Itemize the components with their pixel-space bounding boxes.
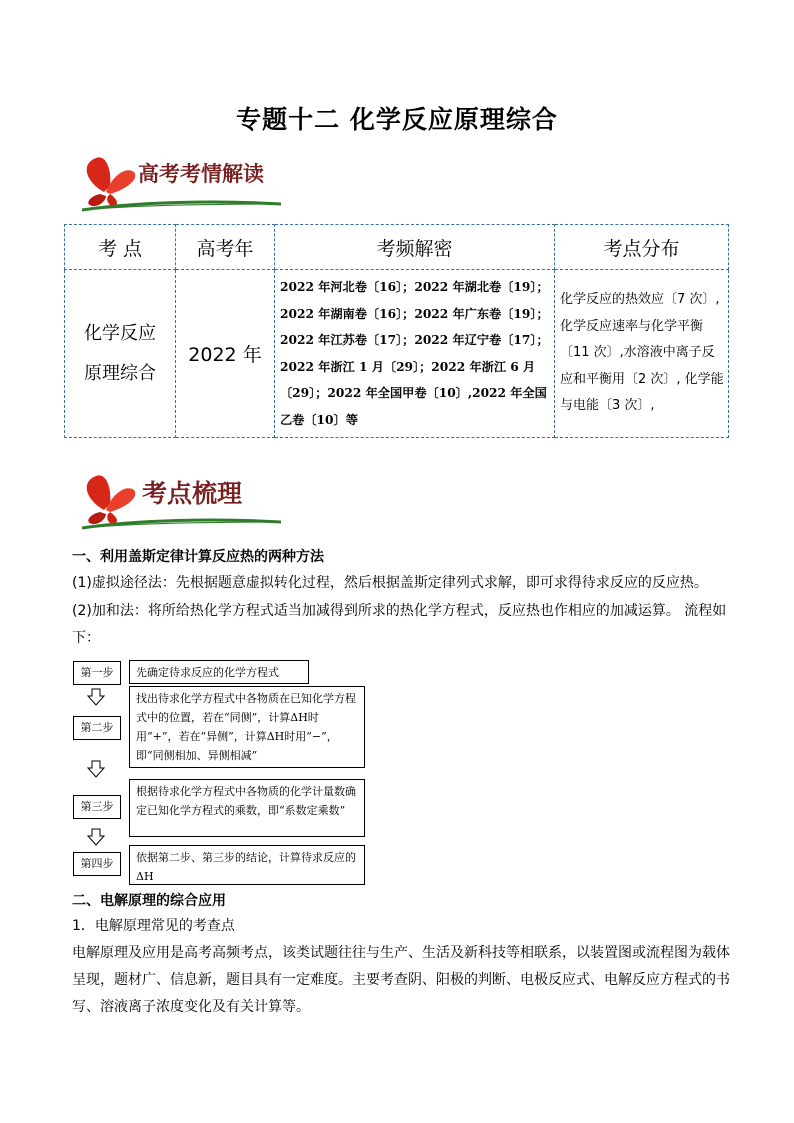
banner-title: 高考考情解读	[138, 161, 264, 186]
header-dist: 考点分布	[555, 225, 729, 270]
section1-paragraph-1: (1)虚拟途径法：先根据题意虚拟转化过程，然后根据盖斯定律列式求解，即可求得待求反应的反应热。	[72, 575, 708, 591]
section2-heading: 二、电解原理的综合应用	[72, 893, 226, 909]
down-arrow-icon	[87, 828, 105, 846]
section2-subheading: 1．电解原理常见的考查点	[72, 918, 235, 934]
header-point: 考 点	[65, 225, 176, 270]
flow-step-label-1: 第一步	[73, 661, 121, 685]
flow-step-label-2: 第二步	[73, 716, 121, 740]
flow-step-box-3: 根据待求化学方程式中各物质的化学计量数确定已知化学方程式的乘数，即“系数定乘数”	[129, 779, 365, 837]
header-year: 高考年	[176, 225, 275, 270]
table-header-row	[65, 225, 729, 270]
section1-heading: 一、利用盖斯定律计算反应热的两种方法	[72, 549, 324, 565]
cell-point-line2: 原理综合	[84, 362, 156, 384]
flow-step-label-3: 第三步	[73, 795, 121, 819]
down-arrow-icon	[87, 760, 105, 778]
cell-year: 2022 年	[176, 270, 275, 438]
page-title: 专题十二 化学反应原理综合	[236, 105, 558, 134]
section-banner-key-points	[76, 470, 286, 532]
cell-dist: 化学反应的热效应〔7 次〕,化学反应速率与化学平衡〔11 次〕,水溶液中离子反应和平衡用〔2 次〕, 化学能与电能〔3 次〕,	[555, 270, 729, 438]
exam-info-table	[64, 224, 729, 438]
flow-step-box-1: 先确定待求反应的化学方程式	[129, 660, 309, 684]
flow-step-box-4: 依据第二步、第三步的结论，计算待求反应的ΔH	[129, 845, 365, 885]
section2-paragraph: 电解原理及应用是高考高频考点，该类试题往往与生产、生活及新科技等相联系，以装置图或流程图为载体呈现，题材广、信息新，题目具有一定难度。主要考查阴、阳极的判断、电极反应式、电解反应方程式的书写、溶液离子浓度变化及有关计算等。	[72, 945, 730, 1015]
header-freq: 考频解密	[275, 225, 555, 270]
cell-point	[65, 270, 176, 438]
section-banner-exam-analysis	[76, 152, 286, 214]
cell-freq: 2022 年河北卷〔16〕；2022 年湖北卷〔19〕；2022 年湖南卷〔16〕；2022 年广东卷〔19〕；2022 年江苏卷〔17〕；2022 年辽宁卷〔17〕；2022 年浙江 1 月〔29〕；2022 年浙江 6 月〔29〕；2022 年全国甲卷〔10〕,2022 年全国乙卷〔10〕等	[275, 270, 555, 438]
banner-title: 考点梳理	[142, 479, 243, 508]
flow-step-label-4: 第四步	[73, 852, 121, 876]
section1-paragraph-2: (2)加和法：将所给热化学方程式适当加减得到所求的热化学方程式，反应热也作相应的加减运算。 流程如下：	[72, 603, 727, 646]
table-row	[65, 270, 729, 438]
flow-step-box-2: 找出待求化学方程式中各物质在已知化学方程式中的位置，若在“同侧”，计算ΔH时用“+”，若在“异侧”，计算ΔH时用“−”，即“同侧相加、异侧相减”	[129, 686, 365, 768]
down-arrow-icon	[87, 688, 105, 706]
cell-point-line1: 化学反应	[84, 322, 156, 344]
